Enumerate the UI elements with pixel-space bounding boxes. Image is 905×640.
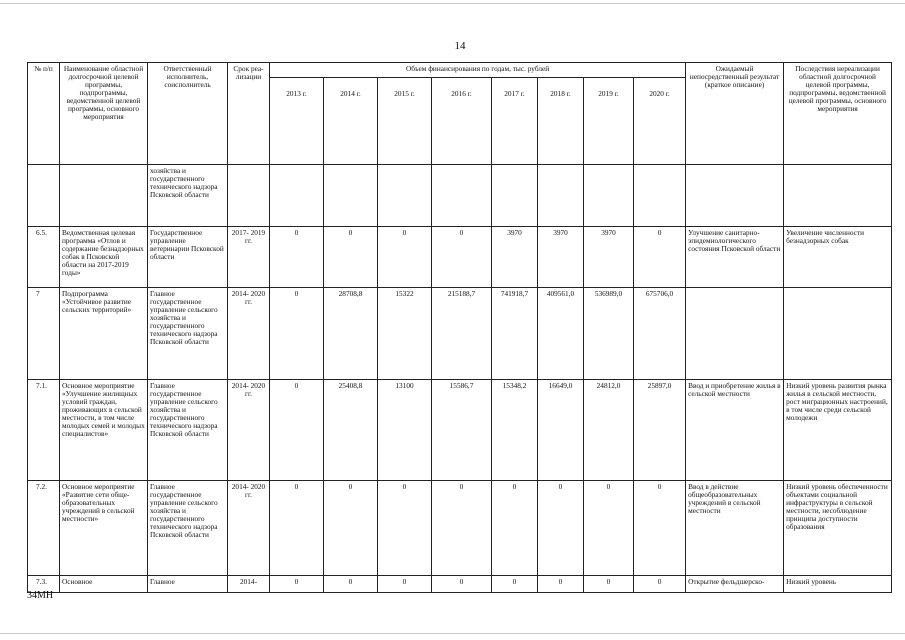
row-value-2020: 0 <box>634 481 686 576</box>
table-header-row <box>28 63 892 78</box>
row-value-2013: 0 <box>270 481 324 576</box>
row-num: 7.1. <box>28 380 60 481</box>
row-result <box>686 288 784 380</box>
row-value-2016 <box>432 165 492 227</box>
row-executor: Главное государственное управление сельского хозяйства и государственного технического надзора Псковской области <box>148 481 228 576</box>
row-value-2019 <box>584 165 634 227</box>
row-value-2018 <box>538 165 584 227</box>
header-year-2014: 2014 г. <box>324 78 378 165</box>
header-year-2020: 2020 г. <box>634 78 686 165</box>
row-value-2019: 0 <box>584 576 634 593</box>
header-year-2013: 2013 г. <box>270 78 324 165</box>
row-consequences: Низкий уровень развития рынка жилья в сельской местности, рост миграционных настроений, в том числе среди сельской молодежи <box>784 380 892 481</box>
row-value-2014: 0 <box>324 227 378 288</box>
header-num: № п/п <box>28 63 60 165</box>
row-executor: Государственное управление ветеринарии Псковской области <box>148 227 228 288</box>
row-consequences: Низкий уровень обеспеченности объектами социальной инфраструктуры в сельской местности, несоблюдение принципа доступности образования <box>784 481 892 576</box>
table-row <box>28 288 892 380</box>
header-year-2016: 2016 г. <box>432 78 492 165</box>
row-value-2014: 25408,8 <box>324 380 378 481</box>
row-value-2018: 0 <box>538 481 584 576</box>
table-row <box>28 227 892 288</box>
row-term: 2017- 2019 гг. <box>228 227 270 288</box>
row-value-2014 <box>324 165 378 227</box>
table-row <box>28 380 892 481</box>
row-value-2013: 0 <box>270 380 324 481</box>
table-row <box>28 481 892 576</box>
row-consequences: Низкий уровень <box>784 576 892 593</box>
header-funding: Объем финансирования по годам, тыс. рублей <box>270 63 686 78</box>
row-num: 7.3. <box>28 576 60 593</box>
row-value-2015: 0 <box>378 576 432 593</box>
row-value-2017: 3970 <box>492 227 538 288</box>
row-name <box>60 165 148 227</box>
row-value-2018: 0 <box>538 576 584 593</box>
row-value-2019: 0 <box>584 481 634 576</box>
row-value-2015: 15322 <box>378 288 432 380</box>
row-value-2013: 0 <box>270 227 324 288</box>
row-value-2020: 0 <box>634 576 686 593</box>
row-name: Ведомственная целевая программа «Отлов и содержание безнадзорных собак в Псковской области на 2017-2019 годы» <box>60 227 148 288</box>
row-value-2016: 15586,7 <box>432 380 492 481</box>
header-executor: Ответственный исполнитель, соисполнитель <box>148 63 228 165</box>
page-number: 14 <box>454 40 466 52</box>
row-result: Открытие фельдшерско- <box>686 576 784 593</box>
row-name: Основное <box>60 576 148 593</box>
row-value-2016: 0 <box>432 227 492 288</box>
row-value-2013 <box>270 165 324 227</box>
header-year-2018: 2018 г. <box>538 78 584 165</box>
row-value-2013: 0 <box>270 576 324 593</box>
row-value-2017: 15348,2 <box>492 380 538 481</box>
row-num <box>28 165 60 227</box>
row-value-2018: 3970 <box>538 227 584 288</box>
row-term: 2014- 2020 гг. <box>228 481 270 576</box>
row-value-2019: 3970 <box>584 227 634 288</box>
row-value-2016: 215188,7 <box>432 288 492 380</box>
row-value-2020 <box>634 165 686 227</box>
row-value-2017: 741918,7 <box>492 288 538 380</box>
row-result: Улучшение санитарно- эпидемиологического состояния Псковской области <box>686 227 784 288</box>
row-value-2018: 409561,0 <box>538 288 584 380</box>
row-executor: Главное государственное управление сельского хозяйства и государственного технического надзора Псковской области <box>148 380 228 481</box>
row-num: 7.2. <box>28 481 60 576</box>
row-value-2019: 24812,0 <box>584 380 634 481</box>
table-row <box>28 165 892 227</box>
row-executor: Главное государственное управление сельского хозяйства и государственного технического надзора Псковской области <box>148 288 228 380</box>
row-value-2014: 0 <box>324 576 378 593</box>
row-value-2018: 16649,0 <box>538 380 584 481</box>
row-value-2020: 25897,0 <box>634 380 686 481</box>
row-result: Ввод в действие общеобразовательных учреждений в сельской местности <box>686 481 784 576</box>
row-value-2015 <box>378 165 432 227</box>
row-consequences <box>784 165 892 227</box>
row-name: Основное мероприятие «Развитие сети обще- образовательных учреждений в сельской местности» <box>60 481 148 576</box>
row-value-2014: 0 <box>324 481 378 576</box>
row-consequences: Увеличение численности безнадзорных собак <box>784 227 892 288</box>
row-result: Ввод и приобретение жилья в сельской местности <box>686 380 784 481</box>
row-name: Подпрограмма «Устойчивое развитие сельских территорий» <box>60 288 148 380</box>
header-year-2015: 2015 г. <box>378 78 432 165</box>
row-value-2015: 13100 <box>378 380 432 481</box>
header-name: Наименование областной долгосрочной целевой программы, подпрограммы, ведомственной целевой программы, основного мероприятия <box>60 63 148 165</box>
table-row <box>28 576 892 593</box>
row-term: 2014- <box>228 576 270 593</box>
row-consequences <box>784 288 892 380</box>
row-term: 2014- 2020 гг. <box>228 288 270 380</box>
row-value-2015: 0 <box>378 481 432 576</box>
financing-table <box>27 62 892 593</box>
header-term: Срок реа- лизации <box>228 63 270 165</box>
row-value-2017: 0 <box>492 576 538 593</box>
row-term <box>228 165 270 227</box>
row-term: 2014- 2020 гг. <box>228 380 270 481</box>
row-value-2019: 536989,0 <box>584 288 634 380</box>
row-value-2016: 0 <box>432 576 492 593</box>
row-value-2013: 0 <box>270 288 324 380</box>
row-result <box>686 165 784 227</box>
header-consequences: Последствия нереализации областной долгосрочной целевой программы, подпрограммы, ведомственной целевой программы, основного мероприятия <box>784 63 892 165</box>
header-result: Ожидаемый непосредственный результат (краткое описание) <box>686 63 784 165</box>
row-num: 7 <box>28 288 60 380</box>
row-name: Основное мероприятие «Улучшение жилищных условий граждан, проживающих в сельской местности, в том числе молодых семей и молодых специалистов» <box>60 380 148 481</box>
row-value-2020: 0 <box>634 227 686 288</box>
footer-code: 34МН <box>27 590 54 601</box>
scan-edge-bottom <box>0 633 905 634</box>
row-value-2014: 28708,8 <box>324 288 378 380</box>
row-executor: Главное <box>148 576 228 593</box>
header-year-2019: 2019 г. <box>584 78 634 165</box>
header-year-2017: 2017 г. <box>492 78 538 165</box>
scan-edge-top <box>0 3 905 4</box>
row-value-2017: 0 <box>492 481 538 576</box>
row-value-2016: 0 <box>432 481 492 576</box>
row-value-2017 <box>492 165 538 227</box>
row-executor: хозяйства и государственного технического надзора Псковской области <box>148 165 228 227</box>
row-value-2015: 0 <box>378 227 432 288</box>
row-value-2020: 675706,0 <box>634 288 686 380</box>
row-num: 6.5. <box>28 227 60 288</box>
